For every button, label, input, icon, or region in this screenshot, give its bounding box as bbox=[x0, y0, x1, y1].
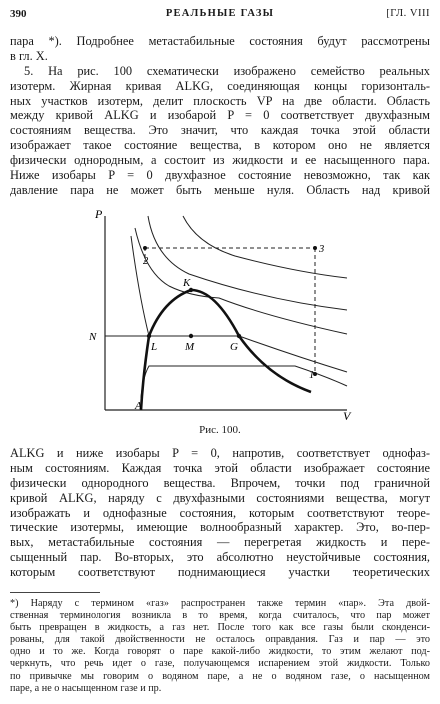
bottom-paragraph bbox=[10, 446, 430, 580]
text-line: в гл. X. bbox=[10, 48, 48, 63]
text-line: давление пара не может быть меньше нуля. Область над кривой bbox=[10, 182, 430, 197]
isotherms-figure bbox=[85, 206, 365, 424]
label-n: N bbox=[89, 331, 97, 343]
running-title: РЕАЛЬНЫЕ ГАЗЫ bbox=[165, 8, 275, 19]
footnote-line: *) Наряду с термином «газ» распространен также термин «пар». Эта двой- bbox=[10, 598, 430, 609]
text-line: ных участков изотерм, делит плоскость VP на две области. Область bbox=[10, 93, 430, 108]
text-line: вых, метастабильные состояния — перегретая жидкость и пере- bbox=[10, 535, 430, 550]
label-g: G bbox=[230, 341, 238, 353]
boundary-curve-alkg bbox=[141, 290, 311, 410]
label-l: L bbox=[151, 341, 158, 353]
label-2: 2 bbox=[143, 256, 149, 267]
text-line: Ниже изобары P = 0 двухфазное состояние невозможно, так как bbox=[10, 168, 430, 183]
footnote-rule bbox=[10, 592, 100, 593]
label-1: 1 bbox=[309, 370, 315, 381]
text-line: пара *). Подробнее метастабильные состояния будут рассмотрены bbox=[10, 34, 430, 48]
text-line: которым соответствуют поднимающиеся участки теоретических bbox=[10, 565, 430, 580]
footnote bbox=[10, 598, 430, 695]
text-line: ALKG и ниже изобары P = 0, напротив, соответствует однофаз- bbox=[10, 446, 430, 460]
page-number: 390 bbox=[10, 8, 27, 20]
text-line: физически однородным, а состоит из жидкости и ее насыщенного пара. bbox=[10, 153, 430, 168]
point-l bbox=[147, 334, 151, 338]
top-paragraph bbox=[10, 34, 430, 198]
footnote-line: быть превращен в жидкость, а газ нет. После того как все газы были сконденси- bbox=[10, 622, 430, 634]
text-line: между кривой ALKG и изобарой P = 0 соответствует двухфазным bbox=[10, 108, 430, 123]
figure-caption: Рис. 100. bbox=[199, 424, 241, 436]
v-axis-label: V bbox=[343, 409, 351, 423]
footnote-line: черкнуть, что речь идет о газе, получающемся испарением этой жидкости. Только bbox=[10, 658, 430, 670]
p-axis-label: P bbox=[95, 207, 103, 221]
label-a: A bbox=[135, 400, 142, 412]
text-line: кривой ALKG, наряду с двухфазными состояниями вещества, могут bbox=[10, 490, 430, 505]
text-line: тические изотермы, имеющие волнообразный характер. Это, во-пер- bbox=[10, 520, 430, 535]
label-m: M bbox=[185, 341, 195, 353]
text-line: 5. На рис. 100 схематически изображено семейство реальных bbox=[24, 63, 430, 78]
footnote-line: ственная терминология возникла в то время, когда считалось, что пар может bbox=[10, 610, 430, 622]
point-g bbox=[237, 334, 241, 338]
point-m bbox=[189, 334, 193, 338]
footnote-line: рованы, для такой двойственности не осталось оправдания. Газ и пар — это bbox=[10, 634, 430, 646]
label-3: 3 bbox=[319, 244, 325, 255]
text-line: состояниям вещества. Это значит, что каждая точка этой области bbox=[10, 123, 430, 138]
text-line: изображает такое состояние вещества, в котором оно не является bbox=[10, 138, 430, 153]
point-3 bbox=[313, 246, 317, 250]
page-header bbox=[10, 8, 430, 22]
footnote-line: по привычке мы говорим о водяном паре, а не о водяном газе, о насыщенном bbox=[10, 670, 430, 682]
text-line: физически однородного вещества. Впрочем, точки под граничной bbox=[10, 475, 430, 490]
text-line: изотерм. Жирная кривая ALKG, соединяющая концы горизонталь- bbox=[10, 78, 430, 93]
text-line: сыщенный пар. Во-вторых, это абсолютно неустойчивые состояния, bbox=[10, 550, 430, 565]
point-2 bbox=[143, 246, 147, 250]
isotherm-lowest bbox=[141, 366, 347, 398]
chapter-ref: [ГЛ. VIII bbox=[386, 8, 430, 19]
text-line: изображать и однофазные состояния, которым соответствуют теоре- bbox=[10, 505, 430, 520]
label-k: K bbox=[183, 277, 191, 289]
footnote-line: одно и то же. Когда говорят о паре какой-либо жидкости, то этим желают под- bbox=[10, 646, 430, 658]
text-line: ным состояниям. Каждая точка этой области изображает состояние bbox=[10, 460, 430, 475]
footnote-line: паре, а не о насыщенном газе и пр. bbox=[10, 682, 162, 694]
